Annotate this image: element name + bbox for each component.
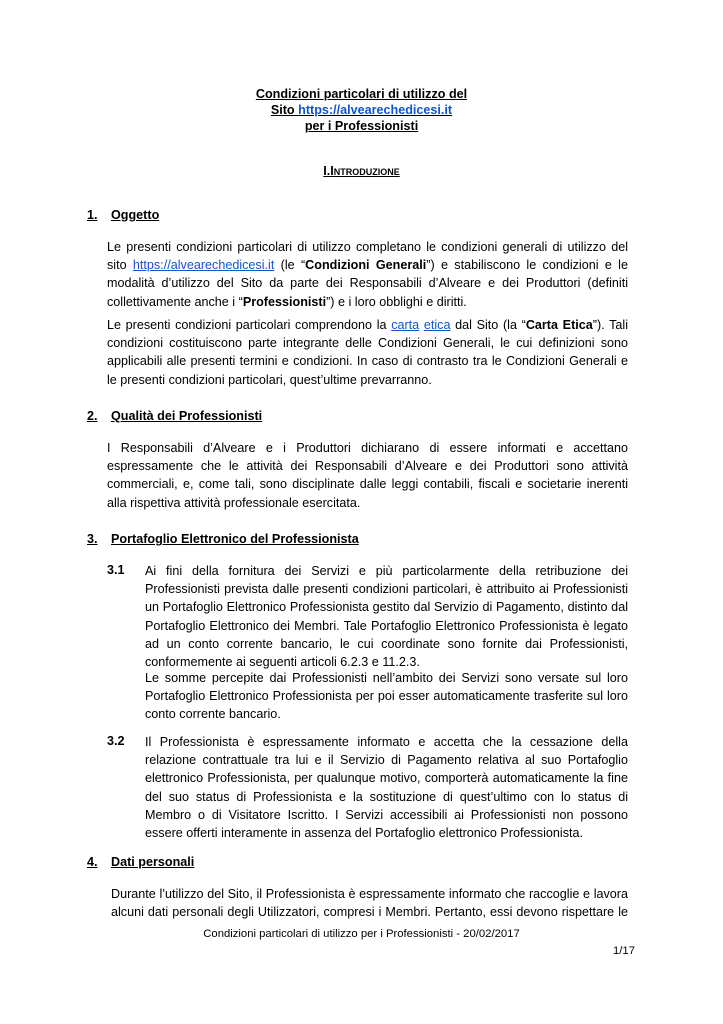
- site-link[interactable]: https://alvearechedicesi.it: [298, 103, 453, 117]
- text-line: Membro o di Visitatore Iscritto. I Servizi accessibili ai Professionisti non possono: [145, 807, 628, 822]
- text-run: (le “: [274, 258, 306, 273]
- page-number: 1/17: [613, 945, 635, 957]
- section-rest: NTRODUZIONE: [333, 167, 400, 177]
- carta-link[interactable]: carta: [391, 318, 420, 332]
- section-heading-introduzione: [0, 164, 723, 178]
- paragraph-3-1: [145, 562, 628, 671]
- text-run: ”) e i loro obblighi e diritti.: [326, 294, 467, 309]
- text-run: dal Sito (la “: [450, 318, 526, 332]
- text-line: condizioni costituiscono parte integrante delle Condizioni Generali, le cui definizioni sono: [107, 336, 628, 351]
- text-line: Le presenti condizioni particolari di utilizzo completano le condizioni generali di utilizzo del: [107, 240, 628, 254]
- paragraph-dati-personali: [111, 885, 628, 921]
- text-line: ad un conto corrente bancario, le cui coordinate sono fornite dai Professionisti,: [145, 636, 628, 651]
- text-line: Portafoglio Elettronico dei Membri. Tale Portafoglio Elettronico Professionista è legato: [145, 618, 628, 633]
- text-line: Professionisti prevista dalle presenti condizioni particolari, è attribuito ai Professionisti: [145, 582, 628, 597]
- section-roman: I.I: [323, 164, 334, 178]
- text-run: collettivamente anche i “: [107, 294, 243, 309]
- heading-number: 1.: [87, 208, 98, 222]
- doc-title-line3: [0, 118, 723, 134]
- paragraph-oggetto-2: [107, 316, 628, 389]
- text-line: [107, 256, 628, 274]
- doc-title-subtitle: per i Professionisti: [304, 119, 419, 133]
- site-link[interactable]: https://alvearechedicesi.it: [132, 258, 275, 273]
- text-line: alla rispettiva attività professionale esercitata.: [107, 495, 361, 510]
- heading-number: 4.: [87, 855, 98, 869]
- heading-number: 2.: [87, 409, 98, 423]
- defined-term: Professionisti: [242, 294, 327, 309]
- text-line: Il Professionista è espressamente informato e accetta che la cessazione della: [145, 735, 628, 749]
- doc-title-prefix: Sito: [270, 103, 299, 117]
- text-line: conformemente ai seguenti articoli 6.2.3 e 11.2.3.: [145, 655, 420, 670]
- heading-dati-personali: [87, 855, 194, 869]
- text-line: del suo status di Professionista e la sostituzione di quest’ultimo con lo status di: [145, 789, 628, 804]
- text-line: espressamente che le attività dei Responsabili d’Alveare e dei Produttori sono attività: [107, 459, 628, 474]
- text-line: Durante l’utilizzo del Sito, il Professionista è espressamente informato che raccoglie e lavora: [111, 887, 628, 901]
- paragraph-qualita: [107, 439, 628, 512]
- text-run: ”). Tali: [592, 318, 628, 332]
- text-line: applicabili alle presenti termini e condizioni. In caso di contrasto tra le Condizioni Generali e: [107, 354, 628, 369]
- text-line: elettronico Professionista, per qualunque motivo, comporterà automaticamente la fine: [145, 771, 628, 786]
- text-line: [107, 293, 628, 311]
- text-line: le presenti condizioni particolari, quest’ultime prevarranno.: [107, 372, 432, 387]
- heading-portafoglio: [87, 532, 359, 546]
- paragraph-oggetto-1: [107, 238, 628, 311]
- text-line: alcuni dati personali degli Utilizzatori, compresi i Membri. Pertanto, essi devono rispettare le: [111, 905, 628, 920]
- defined-term: Condizioni Generali: [305, 258, 427, 273]
- subsection-number: 3.1: [107, 563, 125, 577]
- paragraph-3-1-b: [145, 669, 628, 724]
- heading-title: Oggetto: [111, 208, 160, 222]
- text-line: I Responsabili d’Alveare e i Produttori dichiarano di essere informati e accettano: [107, 441, 628, 455]
- etica-link[interactable]: etica: [423, 318, 451, 332]
- text-run: ”) e stabiliscono le condizioni e le: [426, 258, 628, 273]
- heading-oggetto: [87, 208, 159, 222]
- doc-title-text: Condizioni particolari di utilizzo del: [255, 87, 468, 101]
- text-line: commerciali, e, come tali, sono disciplinate dalle leggi contabili, fiscali e societarie inerenti: [107, 477, 628, 492]
- heading-number: 3.: [87, 532, 98, 546]
- heading-title: Portafoglio Elettronico del Professionista: [111, 532, 359, 546]
- heading-qualita: [87, 409, 262, 423]
- heading-title: Dati personali: [111, 855, 195, 869]
- text-line: modalità d’utilizzo del Sito da parte dei Responsabili d’Alveare e dei Produttori (definiti: [107, 276, 628, 291]
- doc-title-line1: [0, 86, 723, 102]
- text-line: relazione contrattuale tra lui e il Servizio di Pagamento relativa al suo Portafoglio: [145, 753, 628, 768]
- text-run: sito: [107, 258, 133, 273]
- defined-term: Carta Etica: [525, 318, 593, 332]
- paragraph-3-2: [145, 733, 628, 842]
- text-line: essere offerti interamente in assenza del Portafoglio elettronico Professionista.: [145, 826, 583, 841]
- text-line: Ai fini della fornitura dei Servizi e più particolarmente della retribuzione dei: [145, 564, 628, 578]
- text-run: Le presenti condizioni particolari comprendono la: [107, 318, 392, 332]
- doc-title-line2: [0, 102, 723, 118]
- heading-title: Qualità dei Professionisti: [111, 409, 263, 423]
- page-footer: Condizioni particolari di utilizzo per i Professionisti - 20/02/2017: [203, 928, 520, 940]
- text-line: conto corrente bancario.: [145, 707, 281, 722]
- text-line: un Portafoglio Elettronico Professionista gestito dal Servizio di Pagamento, distinto dal: [145, 600, 628, 615]
- subsection-number: 3.2: [107, 734, 125, 748]
- text-line: Le somme percepite dai Professionisti nell’ambito dei Servizi sono versate sul loro: [145, 671, 628, 685]
- text-line: [107, 316, 628, 334]
- text-line: Portafoglio Elettronico Professionista per poi esser automaticamente trasferite sul loro: [145, 689, 628, 704]
